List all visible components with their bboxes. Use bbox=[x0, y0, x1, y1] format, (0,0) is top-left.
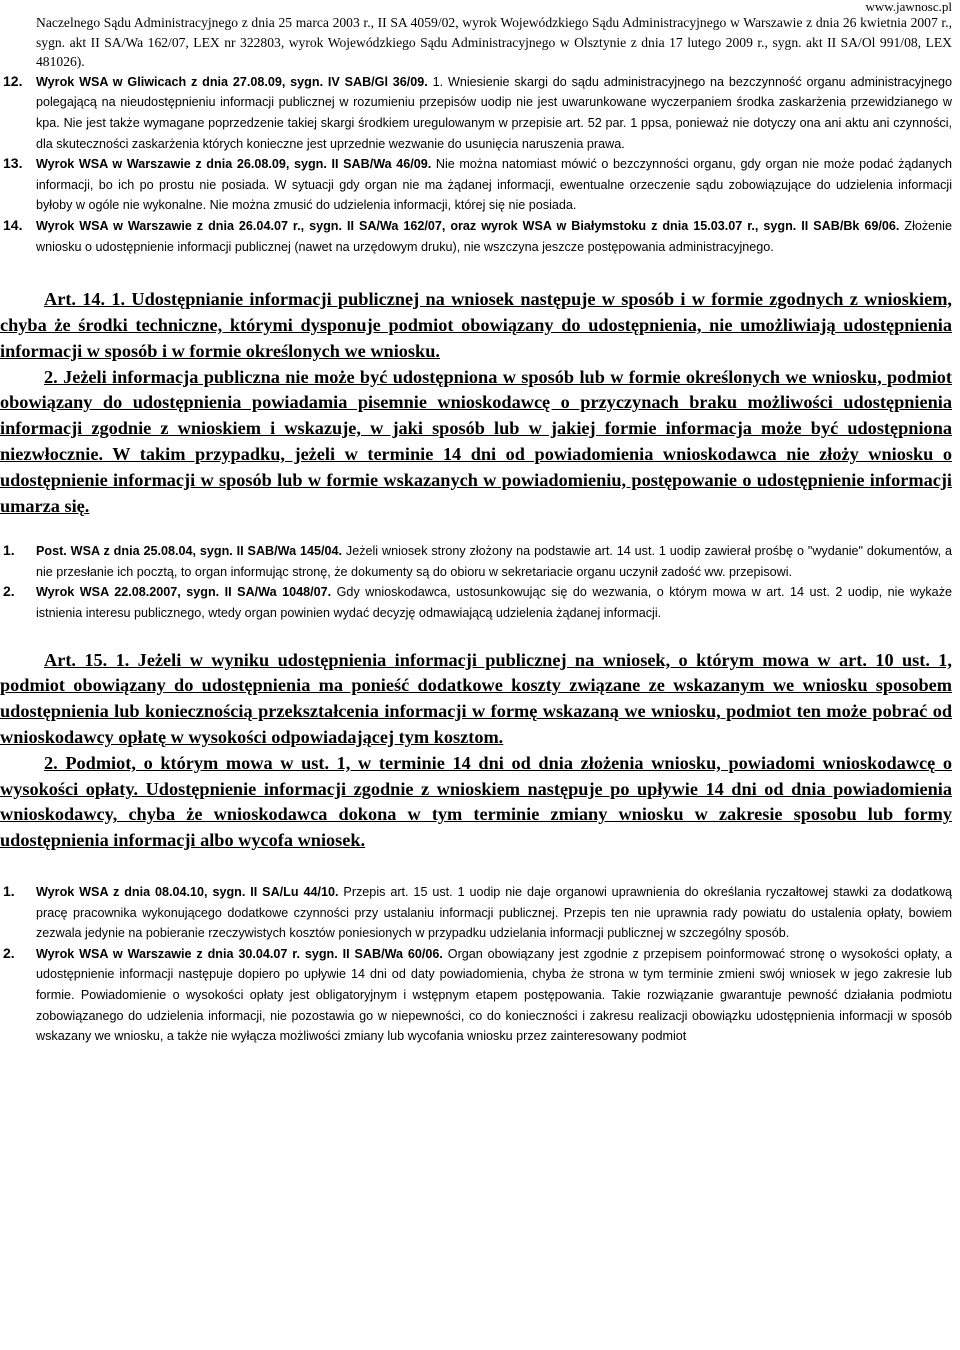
site-url: www.jawnosc.pl bbox=[865, 0, 952, 14]
note-item bbox=[3, 216, 952, 257]
note-number: 14. bbox=[3, 216, 23, 233]
article-15-paragraph-1: Art. 15. 1. Jeżeli w wyniku udostępnienia informacji publicznej na wniosek, o którym mowa w art. 10 ust. 1, podmiot obowiązany do udostępnienia ma ponieść dodatkowe koszty związane ze wskazanym we wniosku sposobem udostępnienia lub koniecznością przekształcenia informacji w formę wskazaną we wniosku, podmiot ten może pobrać od wnioskodawcy opłatę w wysokości odpowiadającej tym kosztom. bbox=[0, 649, 952, 748]
article-15 bbox=[0, 648, 952, 854]
note-text: Przepis art. 15 ust. 1 uodip nie daje organowi uprawnienia do określania ryczałtowej stawki za dodatkową pracę pracownika wykonującego dodatkowe czynności przy ustalaniu informacji publicznej. Przepis ten nie uprawnia rady powiatu do ustalenia opłaty, bowiem zezwala jedynie na pobieranie rzeczywistych kosztów poniesionych w przypadku udzielania informacji publicznej w szczególny sposób. bbox=[36, 885, 952, 941]
court-notes-art15 bbox=[3, 882, 952, 1047]
note-item bbox=[3, 154, 953, 216]
note-number: 2. bbox=[3, 944, 15, 961]
note-number: 13. bbox=[3, 155, 23, 172]
note-text: 1. Wniesienie skargi do sądu administracyjnego na bezczynność organu administracyjnego polegającą na nieudostępnieniu informacji publicznej w rozumieniu przepisów uodip nie jest uwarunkowane wyczerpaniem środka zaskarżenia przewidzianego w kpa. Nie jest także wymagane poprzedzenie takiej skargi środkiem uregulowanym w przepisie art. 52 par. 1 ppsa, ponieważ nie dotyczy ona ani aktu ani czynności, dla skuteczności zaskarżenia których konieczne jest uprzednie wezwanie do usunięcia naruszenia prawa. bbox=[36, 74, 952, 151]
court-notes-art14 bbox=[3, 541, 953, 623]
document-page bbox=[0, 13, 953, 1047]
note-text: Jeżeli wniosek strony złożony na podstawie art. 14 ust. 1 uodip zawierał prośbę o "wydanie" dokumentów, a nie przesłanie ich pocztą, to organ informując stronę, że dokumenty są do obioru w sekretariacie organu uczynił zadość ww. przepisowi. bbox=[36, 544, 953, 579]
article-14 bbox=[0, 287, 952, 519]
article-14-paragraph-2: 2. Jeżeli informacja publiczna nie może być udostępniona w sposób lub w formie określonych we wniosku, podmiot obowiązany do udostępnienia powiadamia pisemnie wnioskodawcę o przyczynach braku możliwości udostępnienia informacji zgodnie z wnioskiem i wskazuje, w jaki sposób lub w jakiej formie informacja może być udostępniona niezwłocznie. W takim przypadku, jeżeli w terminie 14 dni od powiadomienia wnioskodawca nie złoży wniosku o udostępnienie informacji w sposób lub w formie wskazanych w powiadomieniu, postępowanie o udostępnienie informacji umarza się. bbox=[0, 366, 952, 516]
note-reference: Wyrok WSA z dnia 08.04.10, sygn. II SA/Lu 44/10. bbox=[36, 885, 339, 900]
note-number: 1. bbox=[3, 883, 15, 900]
note-number: 12. bbox=[3, 72, 23, 89]
note-reference: Wyrok WSA 22.08.2007, sygn. II SA/Wa 1048/07. bbox=[36, 585, 332, 600]
note-reference: Wyrok WSA w Warszawie z dnia 26.04.07 r., sygn. II SA/Wa 162/07, oraz wyrok WSA w Białymstoku z dnia 15.03.07 r., sygn. II SAB/Bk 69/06. bbox=[36, 218, 900, 233]
note-text: Organ obowiązany jest zgodnie z przepisem poinformować stronę o wysokości opłaty, a udostępnienie informacji następuje dopiero po upływie 14 dni od daty powiadomienia, chyba że strona w tym terminie zmieni swój wniosek w jego zakresie lub formie. Powiadomienie o wysokości opłaty jest obligatoryjnym i wstępnym etapem postępowania. Takie rozwiązanie gwarantuje pewność działania podmiotu zobowiązanego do udzielenia informacji, nie pozostawia go w niepewności, co do konieczności i zakresu realizacji obowiązku udostępnienia informacji w sposób wskazany we wniosku, a także nie wyłącza możliwości zmiany lub wycofania wniosku przez zainteresowany podmiot bbox=[36, 946, 952, 1044]
note-reference: Post. WSA z dnia 25.08.04, sygn. II SAB/Wa 145/04. bbox=[36, 544, 342, 559]
note-item bbox=[3, 72, 952, 154]
note-reference: Wyrok WSA w Gliwicach z dnia 27.08.09, sygn. IV SAB/Gl 36/09. bbox=[36, 74, 428, 89]
note-number: 1. bbox=[3, 542, 15, 559]
note-text: Gdy wnioskodawca, ustosunkowując się do wezwania, o którym mowa w art. 14 ust. 2 uodip, nie wykaże istnienia interesu publicznego, wtedy organ powinien wydać decyzję odmawiającą udzielenia żądanej informacji. bbox=[36, 585, 952, 621]
continuation-text: Naczelnego Sądu Administracyjnego z dnia 25 marca 2003 r., II SA 4059/02, wyrok Wojewódzkiego Sądu Administracyjnego w Warszawie z dnia 26 kwietnia 2007 r., sygn. akt II SA/Wa 162/07, LEX nr 322803, wyrok Wojewódzkiego Sądu Administracyjnego w Olsztynie z dnia 17 lutego 2009 r., sygn. akt II SA/Ol 991/08, LEX 481026). bbox=[36, 15, 952, 70]
note-number: 2. bbox=[3, 583, 15, 600]
note-text: Złożenie wniosku o udostępnienie informacji publicznej (nawet na urzędowym druku), nie wszczyna jeszcze postępowania administracyjnego. bbox=[36, 218, 952, 254]
note-item bbox=[3, 541, 953, 582]
note-item bbox=[3, 582, 952, 623]
article-15-paragraph-2: 2. Podmiot, o którym mowa w ust. 1, w terminie 14 dni od dnia złożenia wniosku, powiadomi wnioskodawcę o wysokości opłaty. Udostępnienie informacji zgodnie z wnioskiem następuje po upływie 14 dni od dnia powiadomienia wnioskodawcy, chyba że wnioskodawca dokona w tym terminie zmiany wniosku w zakresie sposobu lub formy udostępnienia informacji albo wycofa wniosek. bbox=[0, 752, 952, 851]
article-14-paragraph-1: Art. 14. 1. Udostępnianie informacji publicznej na wniosek następuje w sposób i w formie zgodnych z wnioskiem, chyba że środki techniczne, którymi dysponuje podmiot obowiązany do udostępnienia, nie umożliwiają udostępnienia informacji w sposób i w formie określonych we wniosku. bbox=[0, 289, 952, 361]
note-item bbox=[3, 882, 952, 944]
note-reference: Wyrok WSA w Warszawie z dnia 26.08.09, sygn. II SAB/Wa 46/09. bbox=[36, 157, 432, 172]
note-text: Nie można natomiast mówić o bezczynności organu, gdy organ nie może podać żądanych informacji, bo ich po prostu nie posiada. W sytuacji gdy organ nie ma żądanej informacji, ewentualne orzeczenie sądu zobowiązujące do udzielenia informacji byłoby w ogóle nie wykonalne. Nie można zmusić do udzielenia informacji, której się nie posiada. bbox=[36, 157, 953, 213]
note-reference: Wyrok WSA w Warszawie z dnia 30.04.07 r. sygn. II SAB/Wa 60/06. bbox=[36, 946, 443, 961]
note-item bbox=[3, 944, 952, 1047]
court-notes-top bbox=[3, 13, 953, 257]
